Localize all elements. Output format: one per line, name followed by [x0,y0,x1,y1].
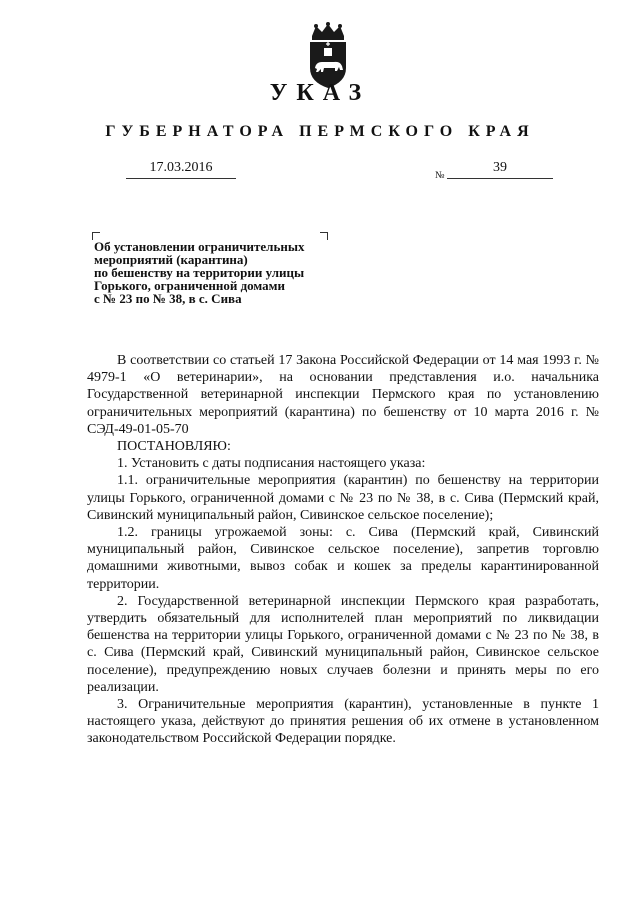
resolution-word: ПОСТАНОВЛЯЮ: [117,439,231,455]
clause-2: 2. Государственной ветеринарной инспекции Пермского края разработать, утвердить обязательный для исполнителей план мероприятий по ликвидации бешенства на территории улицы Горького, ограниченной домами с № 23 по № 38, в с. Сива (Пермский край, Сивинский муниципальный район, Сивинское сельское поселение), предупреждению новых случаев болезни и принять меры по его реализации. [87,593,599,695]
decree-number: 39 [447,160,553,179]
subject-line: Горького, ограниченной домами [94,278,286,293]
subject-line: по бешенству на территории улицы [94,265,305,280]
subject-line: Об установлении ограничительных [94,239,305,254]
preamble-paragraph: В соответствии со статьей 17 Закона Российской Федерации от 14 мая 1993 г. № 4979-1 «О ветеринарии», на основании представления и.о. начальника Государственной ветеринарной инспекции Пермского края по установлению ограничительных мероприятий (карантина) по бешенству от 10 марта 2016 г. № СЭД-49-01-05-70 [87,353,599,437]
clause-3: 3. Ограничительные мероприятия (карантин), установленные в пункте 1 настоящего указа, действуют до принятия решения об их отмене в установленном законодательством Российской Федерации порядке. [87,697,599,747]
decree-date: 17.03.2016 [126,160,236,179]
subject-corner-mark-right [320,232,328,240]
subject-line: мероприятий (карантина) [94,252,248,267]
number-label: № [435,170,445,181]
document-title: УКАЗ [269,80,371,106]
document-subtitle: ГУБЕРНАТОРА ПЕРМСКОГО КРАЯ [105,123,535,140]
clause-1-2: 1.2. границы угрожаемой зоны: с. Сива (Пермский край, Сивинский муниципальный район, Сивинское сельское поселение), запретив торговлю домашними животными, вывоз собак и кошек за пределы карантинированной территории. [87,525,599,592]
decree-body [87,352,599,748]
clause-1: 1. Установить с даты подписания настоящего указа: [117,456,426,472]
decree-subject [94,240,354,305]
subject-line: с № 23 по № 38, в с. Сива [94,291,242,306]
clause-1-1: 1.1. ограничительные мероприятия (карантин) по бешенству на территории улицы Горького, ограниченной домами с № 23 по № 38, в с. Сива (Пермский край, Сивинский муниципальный район, Сивинское сельское поселение); [87,473,599,523]
